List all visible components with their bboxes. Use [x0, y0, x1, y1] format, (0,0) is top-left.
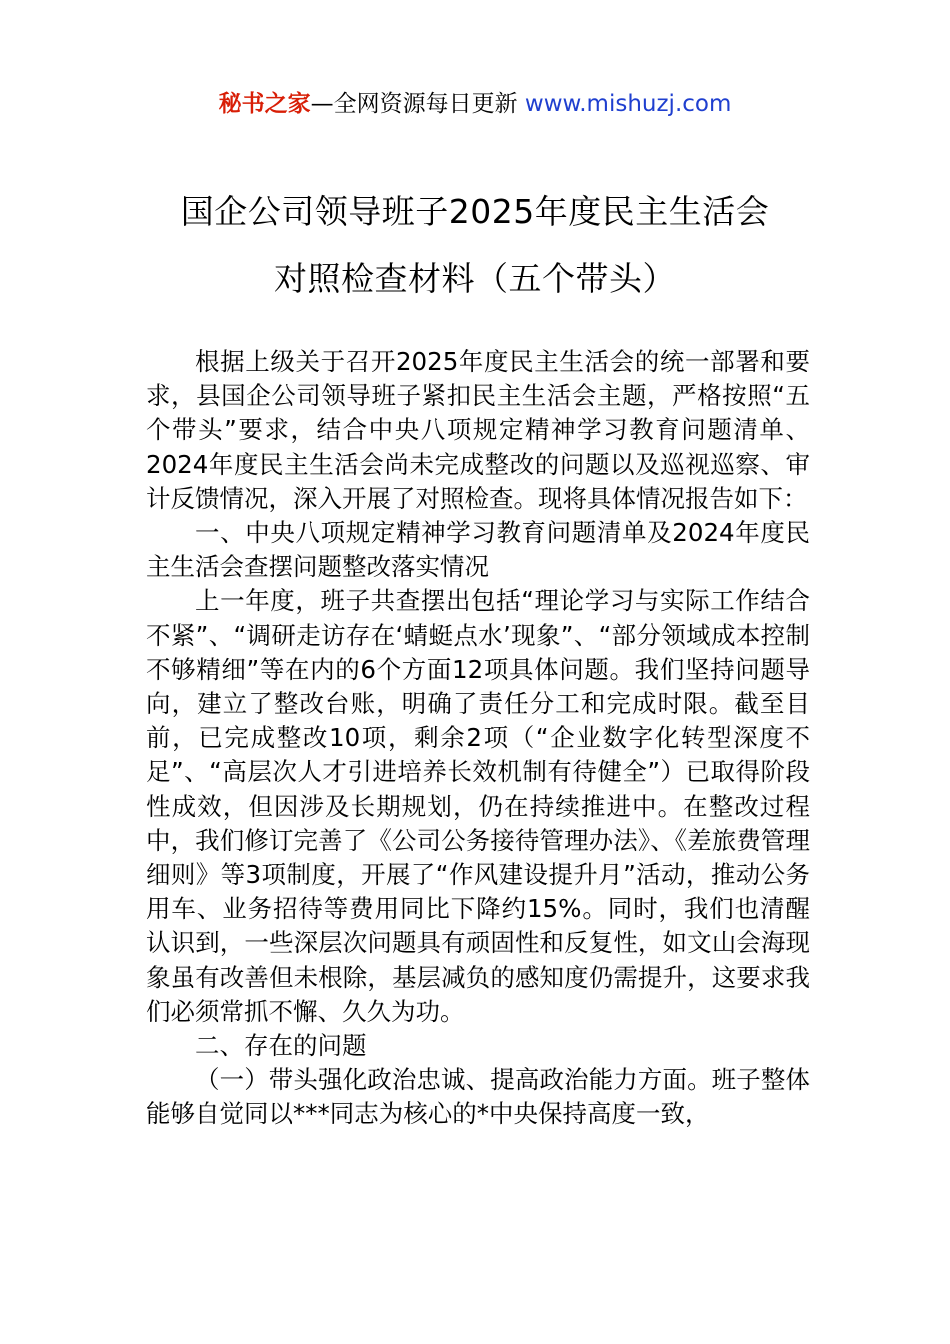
intro-paragraph: 根据上级关于召开2025年度民主生活会的统一部署和要求，县国企公司领导班子紧扣民主生活会主题，严格按照“五个带头”要求，结合中央八项规定精神学习教育问题清单、2024年度民主生活会尚未完成整改的问题以及巡视巡察、审计反馈情况，深入开展了对照检查。现将具体情况报告如下： [146, 347, 810, 513]
document-title-line-1: 国企公司领导班子2025年度民主生活会 [180, 192, 770, 231]
section-heading-1: 一、中央八项规定精神学习教育问题清单及2024年度民主生活会查摆问题整改落实情况 [146, 518, 810, 582]
issue-paragraph-1: （一）带头强化政治忠诚、提高政治能力方面。班子整体能够自觉同以***同志为核心的*中央保持高度一致， [146, 1065, 810, 1129]
document-title-line-2: 对照检查材料（五个带头） [274, 259, 676, 298]
brand-name: 秘书之家 [218, 91, 311, 117]
section-heading-2: 二、存在的问题 [195, 1031, 367, 1061]
site-url-link[interactable]: www.mishuzj.com [524, 91, 732, 117]
document-body [146, 345, 810, 1132]
rectification-paragraph: 上一年度，班子共查摆出包括“理论学习与实际工作结合不紧”、“调研走访存在‘蜻蜓点水’现象”、“部分领域成本控制不够精细”等在内的6个方面12项具体问题。我们坚持问题导向，建立了整改台账，明确了责任分工和完成时限。截至目前，已完成整改10项，剩余2项（“企业数字化转型深度不足”、“高层次人才引进培养长效机制有待健全”）已取得阶段性成效，但因涉及长期规划，仍在持续推进中。在整改过程中，我们修订完善了《公司公务接待管理办法》、《差旅费管理细则》等3项制度，开展了“作风建设提升月”活动，推动公务用车、业务招待等费用同比下降约15%。同时，我们也清醒认识到，一些深层次问题具有顽固性和反复性，如文山会海现象虽有改善但未根除，基层减负的感知度仍需提升，这要求我们必须常抓不懈、久久为功。 [146, 586, 810, 1026]
header-tagline: —全网资源每日更新 [310, 91, 525, 117]
site-header [0, 88, 950, 120]
